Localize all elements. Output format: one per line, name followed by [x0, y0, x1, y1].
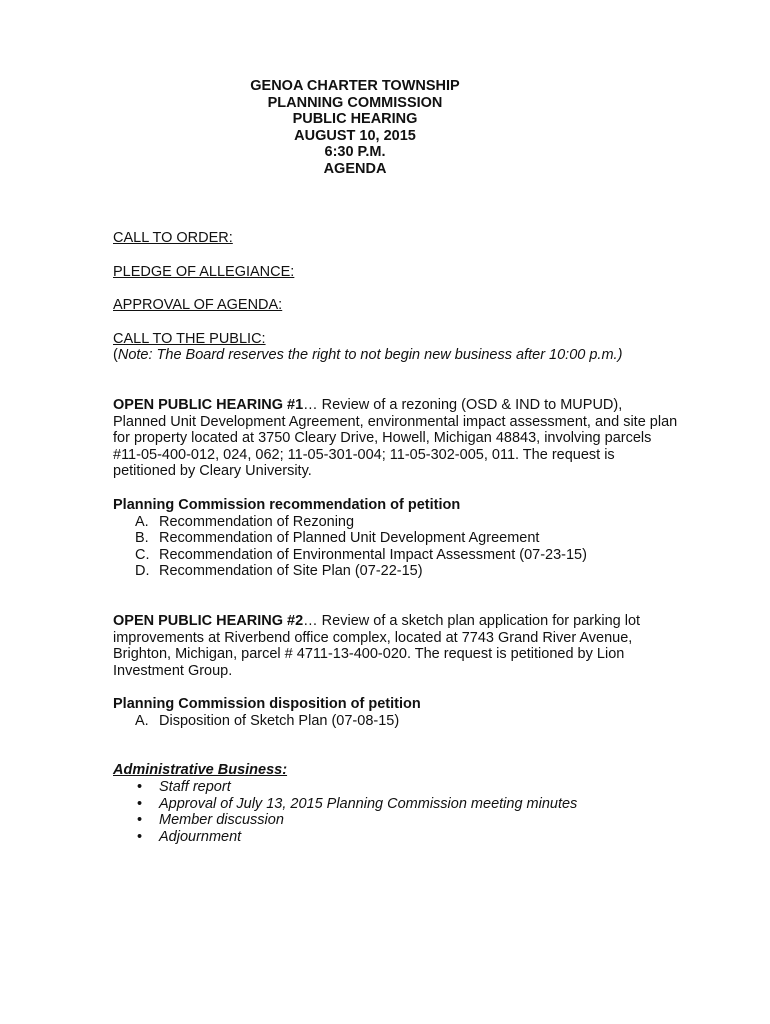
hearing-1-subhead: Planning Commission recommendation of petition: [113, 496, 461, 513]
list-item: [113, 779, 713, 796]
bullet: •: [137, 779, 143, 796]
admin-item-text: Member discussion: [159, 812, 284, 829]
item-letter: A.: [135, 513, 149, 530]
item-text: Recommendation of Rezoning: [159, 513, 355, 530]
agenda-body: [113, 230, 713, 845]
list-item: [113, 547, 713, 564]
item-letter: C.: [135, 546, 150, 563]
item-letter: B.: [135, 530, 149, 547]
hearing-1-line-1: … Review of a rezoning (OSD & IND to MUPUD),: [303, 396, 623, 413]
list-item: [113, 829, 713, 846]
hearing-2-line-3: Brighton, Michigan, parcel # 4711-13-400-020. The request is petitioned by Lion: [113, 646, 625, 663]
hearing-2-line-4: Investment Group.: [113, 662, 233, 679]
bullet: •: [137, 812, 143, 829]
board-note: [113, 347, 713, 364]
public-hearing-2: [113, 613, 713, 730]
admin-item-text: Staff report: [159, 779, 231, 796]
approval-of-agenda: APPROVAL OF AGENDA:: [113, 297, 283, 314]
admin-item-text: Adjournment: [159, 828, 242, 845]
administrative-business: [113, 762, 713, 845]
hearing-2-title: OPEN PUBLIC HEARING #2: [113, 612, 304, 629]
hearing-2-subhead: Planning Commission disposition of petition: [113, 696, 421, 713]
item-text: Recommendation of Site Plan (07-22-15): [159, 563, 423, 580]
bullet: •: [137, 828, 143, 845]
item-letter: D.: [135, 563, 150, 580]
header-date: AUGUST 10, 2015: [294, 127, 416, 144]
header-township: GENOA CHARTER TOWNSHIP: [250, 78, 460, 94]
item-text: Disposition of Sketch Plan (07-08-15): [159, 712, 400, 729]
hearing-1-title: OPEN PUBLIC HEARING #1: [113, 396, 304, 413]
board-note-text: Note: The Board reserves the right to not begin new business after 10:00 p.m.): [117, 347, 623, 364]
call-to-order: CALL TO ORDER:: [113, 230, 233, 246]
hearing-1-line-2: Planned Unit Development Agreement, environmental impact assessment, and site plan: [113, 413, 678, 430]
pledge-of-allegiance: PLEDGE OF ALLEGIANCE:: [113, 263, 295, 280]
call-to-the-public: CALL TO THE PUBLIC:: [113, 330, 266, 347]
admin-items: [113, 779, 713, 845]
agenda-header: [0, 78, 740, 178]
hearing-1-line-3: for property located at 3750 Cleary Drive, Howell, Michigan 48843, involving parcels: [113, 430, 652, 447]
hearing-2-items: [113, 713, 713, 730]
list-item: [113, 812, 713, 829]
hearing-2-line-1: … Review of a sketch plan application for parking lot: [303, 612, 641, 629]
admin-title: Administrative Business:: [113, 762, 288, 779]
list-item: [113, 796, 713, 813]
item-text: Recommendation of Environmental Impact Assessment (07-23-15): [159, 546, 587, 563]
board-note-paren: (: [113, 347, 118, 364]
list-item: [113, 514, 713, 531]
hearing-1-items: [113, 514, 713, 580]
hearing-2-line-2: improvements at Riverbend office complex, located at 7743 Grand River Avenue,: [113, 629, 633, 646]
header-agenda: AGENDA: [323, 160, 387, 177]
list-item: [113, 713, 713, 730]
public-hearing-1: [113, 397, 713, 580]
item-text: Recommendation of Planned Unit Development Agreement: [159, 530, 540, 547]
header-time: 6:30 P.M.: [324, 144, 386, 161]
hearing-1-line-4: #11-05-400-012, 024, 062; 11-05-301-004; 11-05-302-005, 011. The request is: [113, 446, 615, 463]
list-item: [113, 563, 713, 580]
bullet: •: [137, 795, 143, 812]
list-item: [113, 530, 713, 547]
header-hearing: PUBLIC HEARING: [292, 111, 418, 128]
item-letter: A.: [135, 712, 149, 729]
hearing-1-line-5: petitioned by Cleary University.: [113, 463, 312, 480]
admin-item-text: Approval of July 13, 2015 Planning Commission meeting minutes: [159, 795, 578, 812]
header-commission: PLANNING COMMISSION: [267, 94, 443, 111]
